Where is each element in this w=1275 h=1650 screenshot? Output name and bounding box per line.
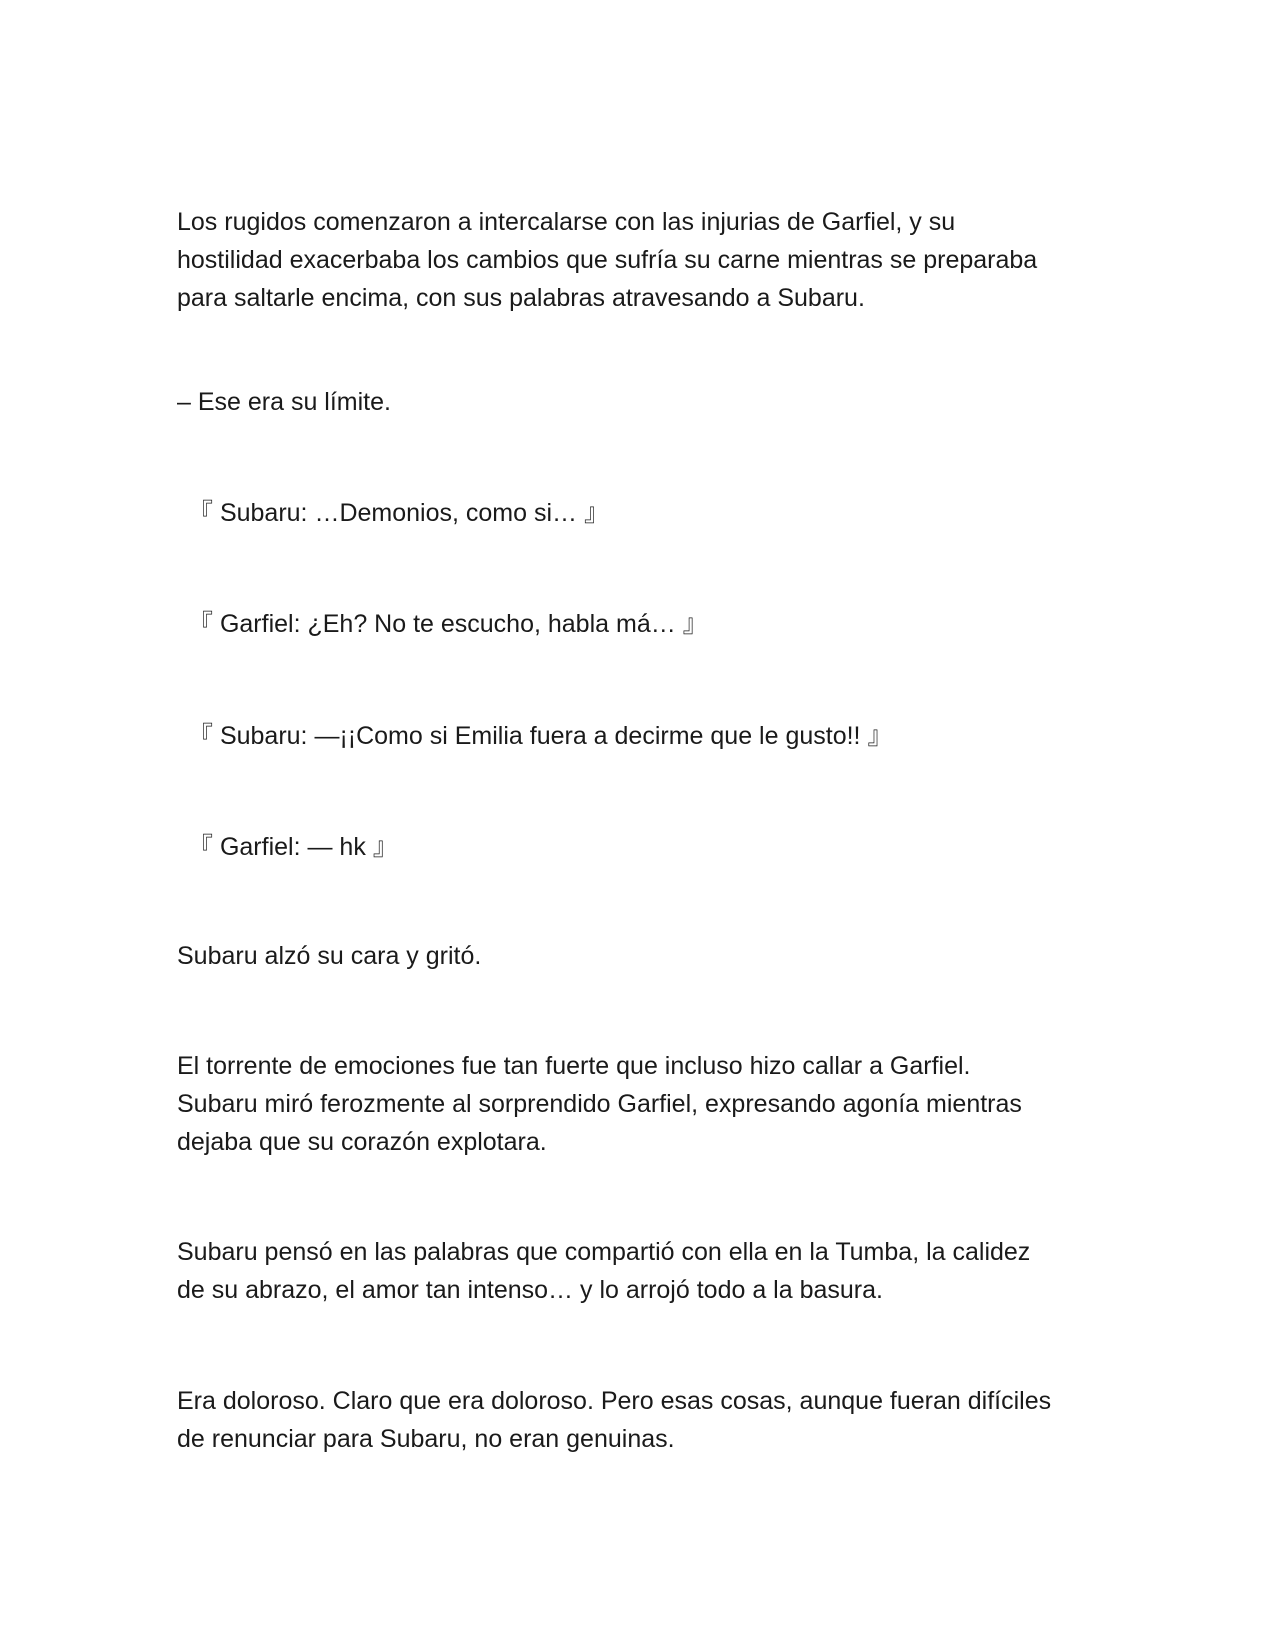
dialogue-subaru-1 xyxy=(188,494,1118,532)
dialogue-garfiel-1 xyxy=(188,605,1118,643)
text-line: Subaru miró ferozmente al sorprendido Garfiel, expresando agonía mientras xyxy=(177,1090,1022,1118)
text-line: de renunciar para Subaru, no eran genuinas. xyxy=(177,1425,675,1453)
text-line: El torrente de emociones fue tan fuerte que incluso hizo callar a Garfiel. xyxy=(177,1052,971,1080)
text-line: para saltarle encima, con sus palabras atravesando a Subaru. xyxy=(177,284,865,312)
text-line: 『 Subaru: —¡¡Como si Emilia fuera a decirme que le gusto!! 』 xyxy=(188,722,893,750)
text-line: Los rugidos comenzaron a intercalarse con las injurias de Garfiel, y su xyxy=(177,208,956,236)
text-line: de su abrazo, el amor tan intenso… y lo arrojó todo a la basura. xyxy=(177,1276,883,1304)
text-line: Subaru pensó en las palabras que compartió con ella en la Tumba, la calidez xyxy=(177,1238,1031,1266)
text-line: 『 Garfiel: ¿Eh? No te escucho, habla má… 』 xyxy=(188,610,708,638)
paragraph-limit xyxy=(177,383,1107,421)
paragraph-garfiel-hostility xyxy=(177,203,1107,317)
text-line: hostilidad exacerbaba los cambios que sufría su carne mientras se preparaba xyxy=(177,246,1038,274)
paragraph-subaru-shouts xyxy=(177,937,1107,975)
text-line: Era doloroso. Claro que era doloroso. Pero esas cosas, aunque fueran difíciles xyxy=(177,1387,1052,1415)
text-line: 『 Garfiel: — hk 』 xyxy=(188,833,398,861)
text-line: dejaba que su corazón explotara. xyxy=(177,1128,547,1156)
paragraph-painful xyxy=(177,1382,1107,1458)
dialogue-subaru-2 xyxy=(188,717,1118,755)
paragraph-torrent-emotions xyxy=(177,1047,1107,1161)
text-line: 『 Subaru: …Demonios, como si… 』 xyxy=(188,499,609,527)
text-line: – Ese era su límite. xyxy=(177,388,391,416)
paragraph-tomb-memories xyxy=(177,1233,1107,1309)
text-line: Subaru alzó su cara y gritó. xyxy=(177,942,482,970)
dialogue-garfiel-2 xyxy=(188,828,1118,866)
